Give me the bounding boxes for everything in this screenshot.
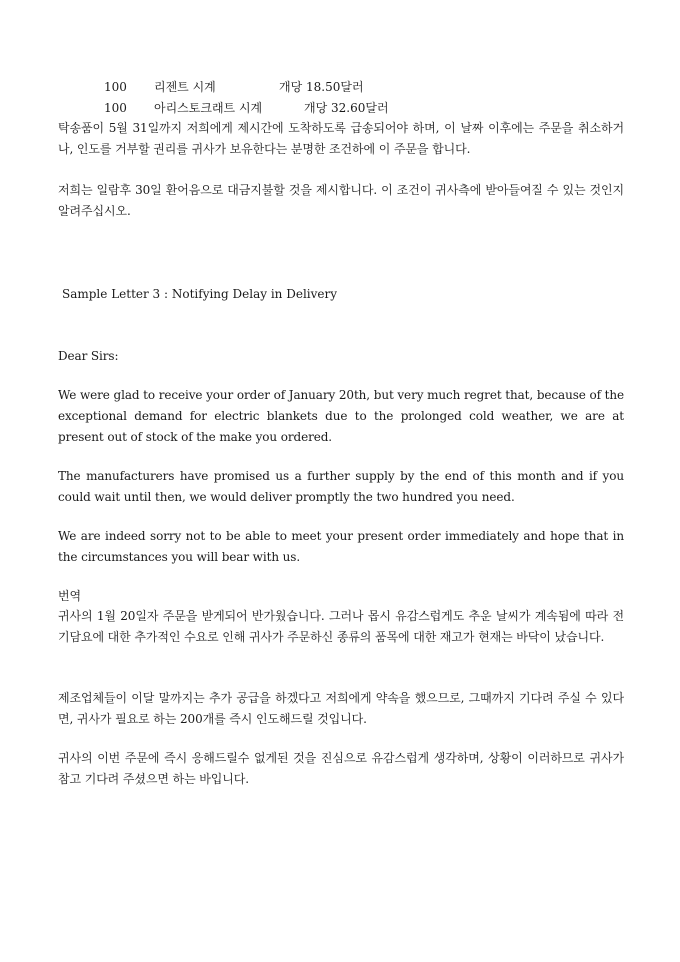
korean-paragraph-2: 제조업체들이 이달 말까지는 추가 공급을 하겠다고 저희에게 약속을 했으므로, 그때까지 기다려 주실 수 있다면, 귀사가 필요로 하는 200개를 즉시 인도해드릴 것입니다. [58, 691, 624, 726]
payment-terms-paragraph: 저희는 일람후 30일 환어음으로 대금지불할 것을 제시합니다. 이 조건이 귀사측에 받아들여질 수 있는 것인지 알려주십시오. [58, 183, 624, 218]
order-condition-paragraph: 탁송품이 5월 31일까지 저희에게 제시간에 도착하도록 급송되어야 하며, 이 날짜 이후에는 주문을 취소하거나, 인도를 거부할 권리를 귀사가 보유한다는 분명한 조건하에 이 주문을 합니다. [58, 121, 624, 156]
item-price: 개당 32.60달러 [304, 101, 389, 115]
item-quantity: 100 [104, 80, 127, 94]
item-quantity: 100 [104, 101, 127, 115]
english-paragraph-2: The manufacturers have promised us a further supply by the end of this month and if you could wait until then, we would deliver promptly the two hundred you need. [58, 469, 624, 504]
item-price: 개당 18.50달러 [279, 80, 364, 94]
english-paragraph-3: We are indeed sorry not to be able to meet your present order immediately and hope that in the circumstances you will bear with us. [58, 529, 624, 564]
english-paragraph-1: We were glad to receive your order of January 20th, but very much regret that, because of the exceptional demand for electric blankets due to the prolonged cold weather, we are at present out of stock of the make you ordered. [58, 388, 625, 444]
item-name: 아리스토크래트 시계 [154, 101, 263, 115]
item-row-regent [104, 77, 364, 98]
item-row-aristocrat [104, 98, 389, 119]
salutation: Dear Sirs: [58, 349, 119, 363]
korean-paragraph-3: 귀사의 이번 주문에 즉시 응해드릴수 없게된 것을 진심으로 유감스럽게 생각하며, 상황이 이러하므로 귀사가 참고 기다려 주셨으면 하는 바입니다. [58, 751, 624, 786]
korean-paragraph-1: 귀사의 1월 20일자 주문을 받게되어 반가웠습니다. 그러나 몹시 유감스럽게도 추운 날씨가 계속됨에 따라 전기담요에 대한 추가적인 수요로 인해 귀사가 주문하신 종류의 품목에 대한 재고가 현재는 바닥이 났습니다. [58, 609, 624, 644]
sample-letter-title: Sample Letter 3 : Notifying Delay in Delivery [62, 287, 338, 301]
translation-label: 번역 [58, 589, 81, 603]
item-name: 리젠트 시계 [154, 80, 216, 94]
